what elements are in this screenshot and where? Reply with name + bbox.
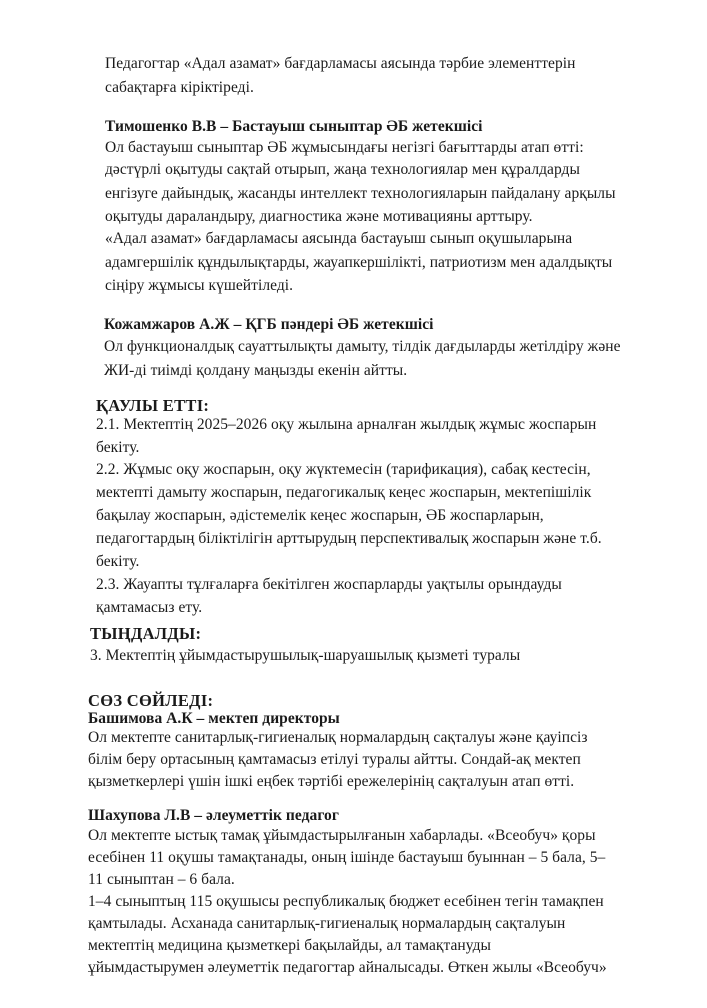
- listened-heading: ТЫҢДАЛДЫ:: [90, 624, 202, 643]
- resolution-line-4: мектепті дамыту жоспарын, педагогикалық кеңес жоспарын, мектепішілік: [96, 484, 592, 501]
- spoke-heading: СӨЗ СӨЙЛЕДІ:: [88, 691, 214, 710]
- shakhupova-line-6: мектептің медицина қызметкері бақылайды, ал тамақтануды: [88, 937, 491, 954]
- shakhupova-line-1: Ол мектепте ыстық тамақ ұйымдастырылғанын хабарлады. «Всеобуч» қоры: [88, 827, 596, 844]
- intro-line-2: сабақтарға кіріктіреді.: [105, 79, 254, 96]
- timoshenko-heading: Тимошенко В.В – Бастауыш сыныптар ӘБ жетекшісі: [105, 118, 483, 135]
- resolution-line-9: қамтамасыз ету.: [96, 599, 203, 616]
- shakhupova-line-3: 11 сыныптан – 6 бала.: [88, 871, 235, 888]
- timoshenko-line-2: дәстүрлі оқытуды сақтай отырып, жаңа технологиялар мен құралдарды: [105, 161, 580, 178]
- shakhupova-heading: Шахупова Л.В – әлеуметтік педагог: [88, 807, 339, 824]
- timoshenko-line-5: «Адал азамат» бағдарламасы аясында бастауыш сынып оқушыларына: [105, 230, 573, 247]
- timoshenko-line-1: Ол бастауыш сыныптар ӘБ жұмысындағы негізгі бағыттарды атап өтті:: [105, 139, 584, 156]
- timoshenko-line-7: сіңіру жұмысы күшейтіледі.: [105, 277, 294, 294]
- kozhamzharov-heading: Кожамжаров А.Ж – ҚГБ пәндері ӘБ жетекшісі: [104, 316, 434, 333]
- kozhamzharov-line-1: Ол функционалдық сауаттылықты дамыту, тілдік дағдыларды жетілдіру және: [104, 338, 621, 355]
- shakhupova-line-7: ұйымдастырумен әлеуметтік педагогтар айналысады. Өткен жылы «Всеобуч»: [88, 959, 607, 976]
- listened-item: 3. Мектептің ұйымдастырушылық-шаруашылық қызметі туралы: [90, 647, 521, 664]
- shakhupova-line-2: есебінен 11 оқушы тамақтанады, оның ішінде бастауыш буыннан – 5 бала, 5–: [88, 849, 606, 866]
- resolution-line-8: 2.3. Жауапты тұлғаларға бекітілген жоспарларды уақтылы орындауды: [96, 576, 562, 593]
- shakhupova-line-5: қамтылады. Асханада санитарлық-гигиеналық нормалардың сақталуын: [88, 915, 566, 932]
- timoshenko-line-3: енгізуге дайындық, жасанды интеллект технологияларын пайдалану арқылы: [105, 185, 616, 202]
- resolution-line-2: бекіту.: [96, 439, 140, 456]
- intro-line-1: Педагогтар «Адал азамат» бағдарламасы аясында тәрбие элементтерін: [105, 55, 576, 72]
- bashimova-line-1: Ол мектепте санитарлық-гигиеналық нормалардың сақталуы және қауіпсіз: [88, 729, 588, 746]
- shakhupova-line-4: 1–4 сыныптың 115 оқушысы республикалық бюджет есебінен тегін тамақпен: [88, 893, 604, 910]
- resolution-line-1: 2.1. Мектептің 2025–2026 оқу жылына арналған жылдық жұмыс жоспарын: [96, 416, 597, 433]
- bashimova-line-2: білім беру ортасының қамтамасыз етілуі туралы айтты. Сондай-ақ мектеп: [88, 751, 581, 768]
- timoshenko-line-6: адамгершілік құндылықтарды, жауапкершілікті, патриотизм мен адалдықты: [105, 254, 613, 271]
- resolution-line-6: педагогтардың біліктілігін арттырудың перспективалық жоспарын және т.б.: [96, 530, 602, 547]
- timoshenko-line-4: оқытуды дараландыру, диагностика және мотивацияны арттыру.: [105, 208, 533, 225]
- kozhamzharov-line-2: ЖИ-ді тиімді қолдану маңызды екенін айтты.: [104, 362, 408, 379]
- resolution-heading: ҚАУЛЫ ЕТТІ:: [96, 396, 210, 415]
- resolution-line-5: бақылау жоспарын, әдістемелік кеңес жоспарын, ӘБ жоспарларын,: [96, 507, 544, 524]
- bashimova-heading: Башимова А.К – мектеп директоры: [88, 710, 340, 727]
- resolution-line-3: 2.2. Жұмыс оқу жоспарын, оқу жүктемесін (тарификация), сабақ кестесін,: [96, 461, 591, 478]
- resolution-line-7: бекіту.: [96, 553, 140, 570]
- bashimova-line-3: қызметкерлері үшін ішкі еңбек тәртібі ережелерінің сақталуын атап өтті.: [88, 773, 575, 790]
